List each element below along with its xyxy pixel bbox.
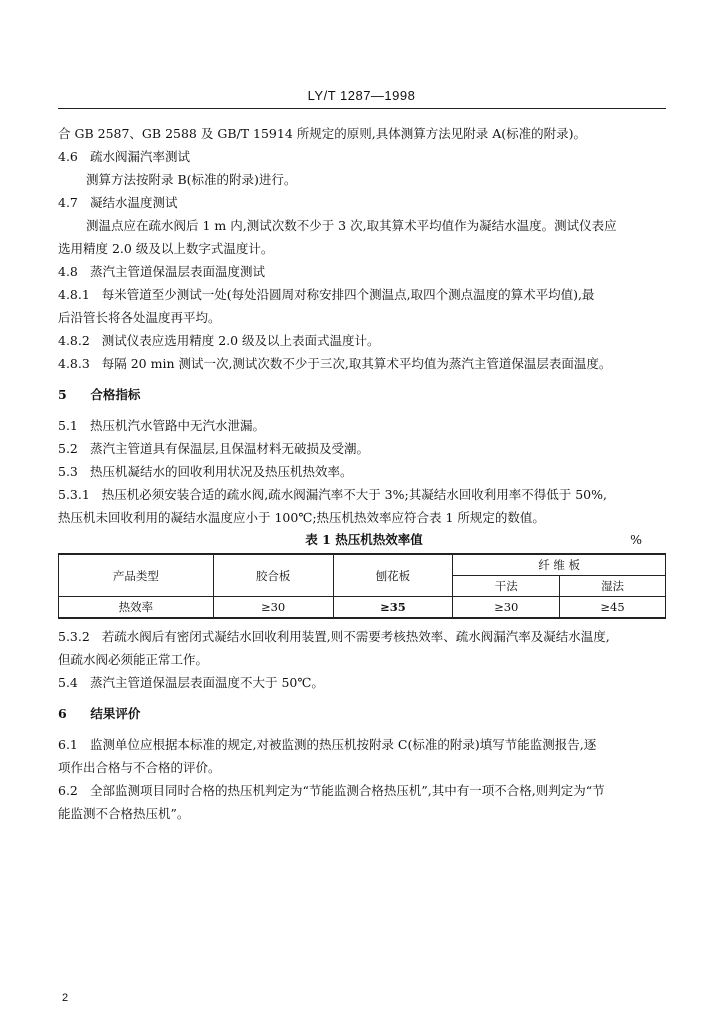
- header-dry-process: 干法: [453, 576, 560, 597]
- clause-text: 热压机必须安装合适的疏水阀,疏水阀漏汽率不大于 3%;其凝结水回收利用率不得低于 50%,: [101, 487, 607, 502]
- clause-4-8-1: [58, 283, 670, 306]
- clause-4-8-3: [58, 352, 670, 375]
- clause-number: 4.8.1: [58, 287, 90, 302]
- table-1-caption: [58, 529, 670, 551]
- table-row: [59, 597, 666, 619]
- paragraph-line: 选用精度 2.0 级及以上数字式温度计。: [58, 241, 274, 256]
- section-title: 疏水阀漏汽率测试: [89, 149, 190, 164]
- clause-number: 6.1: [58, 737, 78, 752]
- clause-text: 每米管道至少测试一处(每处沿圆周对称安排四个测温点,取四个测点温度的算术平均值),最: [101, 287, 595, 302]
- paragraph-line: 热压机未回收利用的凝结水温度应小于 100℃;热压机热效率应符合表 1 所规定的数值。: [58, 510, 545, 525]
- clause-number: 5.2: [58, 441, 78, 456]
- paragraph-line: 测算方法按附录 B(标准的附录)进行。: [86, 172, 297, 187]
- clause-text: 若疏水阀后有密闭式凝结水回收利用装置,则不需要考核热效率、疏水阀漏汽率及凝结水温度,: [101, 629, 610, 644]
- clause-4-8-2: [58, 329, 670, 352]
- section-number: 4.6: [58, 149, 78, 164]
- clause-5-3: [58, 460, 670, 483]
- page-number: 2: [62, 992, 69, 1004]
- header-rule: [58, 108, 666, 109]
- clause-text: 蒸汽主管道具有保温层,且保温材料无破损及受潮。: [89, 441, 369, 456]
- section-number: 6: [58, 706, 67, 721]
- clause-number: 4.8.3: [58, 356, 90, 371]
- section-title: 凝结水温度测试: [89, 195, 178, 210]
- section-number: 5: [58, 387, 67, 402]
- clause-5-3-1: [58, 483, 670, 506]
- cell-plywood: ≥30: [213, 597, 333, 619]
- cell-particleboard: ≥35: [333, 597, 453, 619]
- header-particleboard: 刨花板: [333, 554, 453, 597]
- clause-text: 每隔 20 min 测试一次,测试次数不少于三次,取其算术平均值为蒸汽主管道保温层表面温度。: [101, 356, 612, 371]
- clause-number: 4.8.2: [58, 333, 90, 348]
- table-title: 表 1 热压机热效率值: [305, 532, 423, 547]
- clause-number: 6.2: [58, 783, 78, 798]
- row-label: 热效率: [59, 597, 214, 619]
- clause-text: 监测单位应根据本标准的规定,对被监测的热压机按附录 C(标准的附录)填写节能监测报告,逐: [89, 737, 597, 752]
- clause-number: 5.3: [58, 464, 78, 479]
- clause-6-1: [58, 733, 670, 756]
- section-4-6-heading: [58, 145, 670, 168]
- clause-text: 热压机汽水管路中无汽水泄漏。: [89, 418, 265, 433]
- header-product-type: 产品类型: [59, 554, 214, 597]
- paragraph-line: 但疏水阀必须能正常工作。: [58, 652, 209, 667]
- heat-efficiency-table: [58, 553, 666, 619]
- section-number: 4.7: [58, 195, 78, 210]
- section-4-8-heading: [58, 260, 670, 283]
- paragraph-line: 测温点应在疏水阀后 1 m 内,测试次数不少于 3 次,取其算术平均值作为凝结水温度。测试仪表应: [86, 218, 617, 233]
- header-wet-process: 湿法: [560, 576, 666, 597]
- clause-number: 5.4: [58, 675, 78, 690]
- paragraph-line: 合 GB 2587、GB 2588 及 GB/T 15914 所规定的原则,具体测算方法见附录 A(标准的附录)。: [58, 126, 586, 141]
- document-body: [58, 122, 670, 825]
- section-title: 合格指标: [90, 387, 141, 402]
- section-5-heading: [58, 383, 670, 406]
- paragraph-line: 后沿管长将各处温度再平均。: [58, 310, 221, 325]
- clause-number: 5.3.2: [58, 629, 90, 644]
- section-4-7-heading: [58, 191, 670, 214]
- clause-5-1: [58, 414, 670, 437]
- table-unit: %: [630, 532, 642, 547]
- paragraph-line: 项作出合格与不合格的评价。: [58, 760, 221, 775]
- clause-text: 测试仪表应选用精度 2.0 级及以上表面式温度计。: [101, 333, 380, 348]
- clause-text: 蒸汽主管道保温层表面温度不大于 50℃。: [89, 675, 324, 690]
- clause-text: 全部监测项目同时合格的热压机判定为“节能监测合格热压机”,其中有一项不合格,则判定为“节: [89, 783, 605, 798]
- paragraph-line: 能监测不合格热压机”。: [58, 806, 190, 821]
- clause-number: 5.3.1: [58, 487, 90, 502]
- section-6-heading: [58, 702, 670, 725]
- cell-wet-process: ≥45: [560, 597, 666, 619]
- section-number: 4.8: [58, 264, 78, 279]
- clause-6-2: [58, 779, 670, 802]
- clause-text: 热压机凝结水的回收利用状况及热压机热效率。: [89, 464, 353, 479]
- section-title: 蒸汽主管道保温层表面温度测试: [89, 264, 265, 279]
- clause-5-2: [58, 437, 670, 460]
- cell-dry-process: ≥30: [453, 597, 560, 619]
- standard-code-header: LY/T 1287—1998: [307, 88, 416, 103]
- clause-number: 5.1: [58, 418, 78, 433]
- clause-5-4: [58, 671, 670, 694]
- header-fiberboard: 纤 维 板: [453, 554, 666, 576]
- clause-5-3-2: [58, 625, 670, 648]
- header-plywood: 胶合板: [213, 554, 333, 597]
- section-title: 结果评价: [90, 706, 141, 721]
